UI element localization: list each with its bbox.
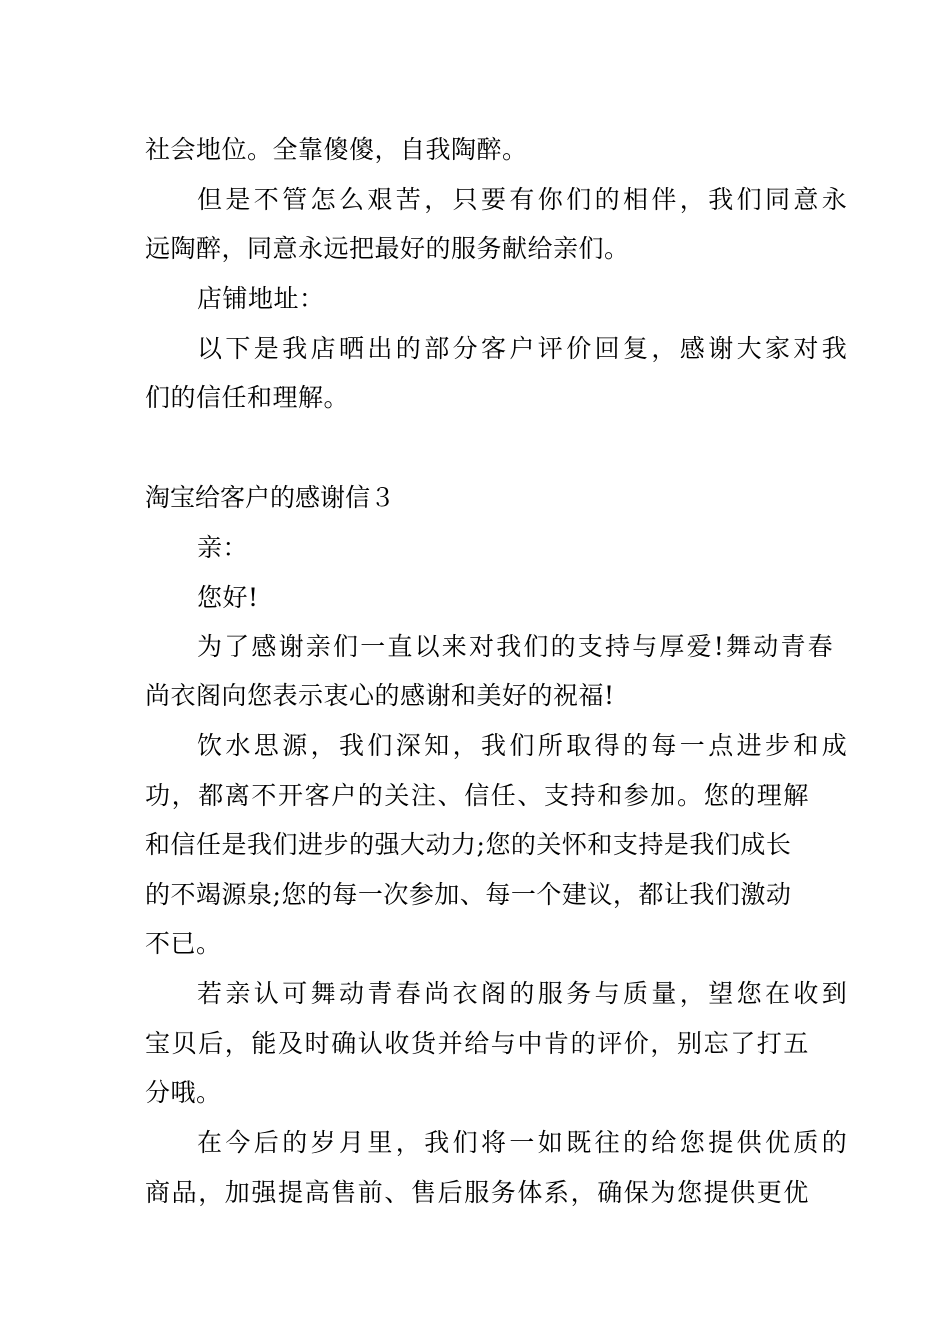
paragraph-line: 若亲认可舞动青春尚衣阁的服务与质量，望您在收到 (197, 979, 851, 1008)
paragraph-line: 尚衣阁向您表示衷心的感谢和美好的祝福! (145, 681, 615, 710)
paragraph-line: 店铺地址： (197, 284, 325, 313)
paragraph-line: 商品，加强提高售前、售后服务体系，确保为您提供更优 (145, 1178, 811, 1207)
paragraph-line: 社会地位。全靠傻傻，自我陶醉。 (145, 135, 528, 164)
greeting: 您好! (197, 583, 259, 612)
paragraph-line: 的不竭源泉;您的每一次参加、每一个建议，都让我们激动 (145, 880, 792, 909)
paragraph-line: 不已。 (145, 929, 222, 958)
paragraph-line: 功，都离不开客户的关注、信任、支持和参加。您的理解 (145, 781, 811, 810)
paragraph-line: 为了感谢亲们一直以来对我们的支持与厚爱!舞动青春 (197, 632, 835, 661)
paragraph-line: 以下是我店晒出的部分客户评价回复，感谢大家对我 (197, 334, 851, 363)
paragraph-line: 在今后的岁月里，我们将一如既往的给您提供优质的 (197, 1128, 851, 1157)
paragraph-line: 远陶醉，同意永远把最好的服务献给亲们。 (145, 234, 630, 263)
paragraph-line: 们的信任和理解。 (145, 383, 350, 412)
paragraph-line: 分哦。 (145, 1078, 222, 1107)
paragraph-line: 宝贝后，能及时确认收货并给与中肯的评价，别忘了打五 (145, 1029, 811, 1058)
paragraph-line: 但是不管怎么艰苦，只要有你们的相伴，我们同意永 (197, 185, 851, 214)
salutation: 亲： (197, 533, 249, 562)
section-title: 淘宝给客户的感谢信３ (145, 483, 396, 512)
paragraph-line: 饮水思源，我们深知，我们所取得的每一点进步和成 (197, 731, 851, 760)
paragraph-line: 和信任是我们进步的强大动力;您的关怀和支持是我们成长 (145, 830, 792, 859)
